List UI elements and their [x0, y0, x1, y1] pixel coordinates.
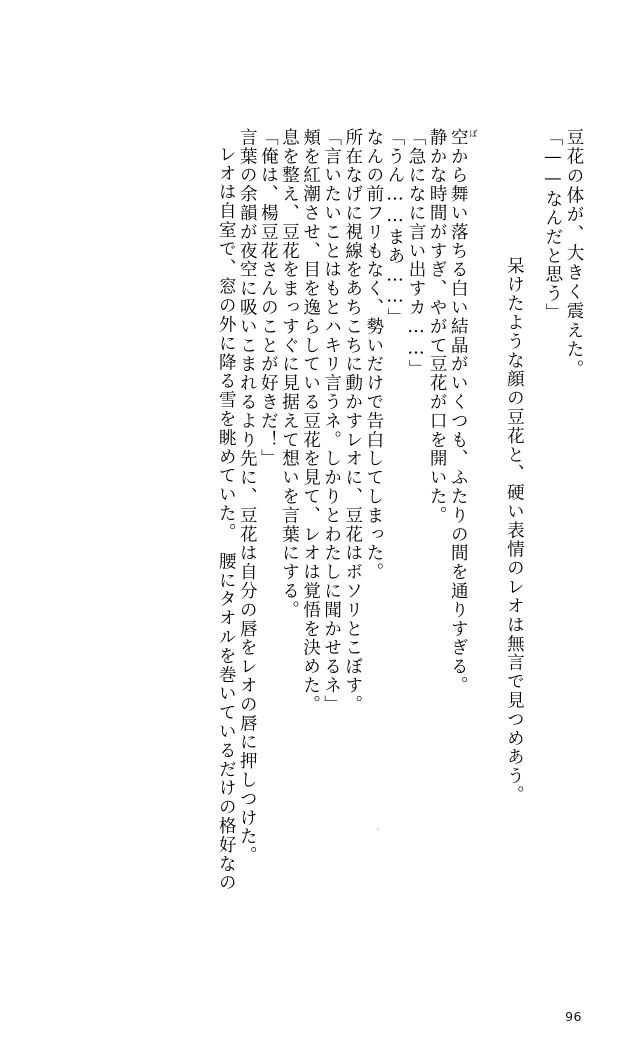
page-number: 96 — [565, 1009, 582, 1024]
vertical-text-body — [60, 128, 582, 998]
text-column-3 — [467, 128, 540, 998]
text-column-2: 「——なんだと思う」 — [542, 128, 563, 322]
ruby-annotation: ぼ — [467, 129, 478, 138]
text-column-13: 「俺は、楊豆花さんのことが好きだ！」 — [258, 128, 279, 469]
text-column-4: 空から舞い落ちる白い結晶がいくつも、ふたりの間を通りすぎる。 — [448, 128, 469, 695]
text-column-10: 「言いたいことはもとハキリ言うネ。しかりとわたしに聞かせるネ」 — [321, 128, 342, 714]
text-column-7: 「うん……まあ……」 — [384, 128, 405, 327]
text-column-15: レオは自室で、窓の外に降る雪を眺めていた。 腰にタオルを巻いているだけの格好なの — [216, 145, 237, 893]
text-column-12: 息を整え、豆花をまっすぐに見据えて想いを言葉にする。 — [279, 128, 300, 620]
text-column-3-body: 呆けたような顔の豆花と、硬い表情のレオは無言で見つめあう。 — [504, 256, 525, 805]
text-column-11: 頬を紅潮させ、目を逸らしている豆花を見て、レオは覚悟を決めた。 — [300, 128, 321, 714]
text-column-1: 豆花の体が、大きく震えた。 — [564, 128, 584, 379]
text-column-6: 「急になに言い出すカ……」 — [406, 128, 427, 379]
text-column-9: 所在なげに視線をあちこちに動かすレオに、豆花はボソリとこぼす。 — [342, 128, 363, 714]
text-column-5: 静かな時間がすぎ、やがて豆花が口を開いた。 — [427, 128, 448, 525]
text-column-8: なんの前フリもなく、勢いだけで告白してしまった。 — [363, 128, 384, 582]
text-column-14: 言葉の余韻が夜空に吸いこまれるより先に、豆花は自分の唇をレオの唇に押しつけた。 — [237, 128, 258, 866]
print-speck — [377, 828, 379, 830]
